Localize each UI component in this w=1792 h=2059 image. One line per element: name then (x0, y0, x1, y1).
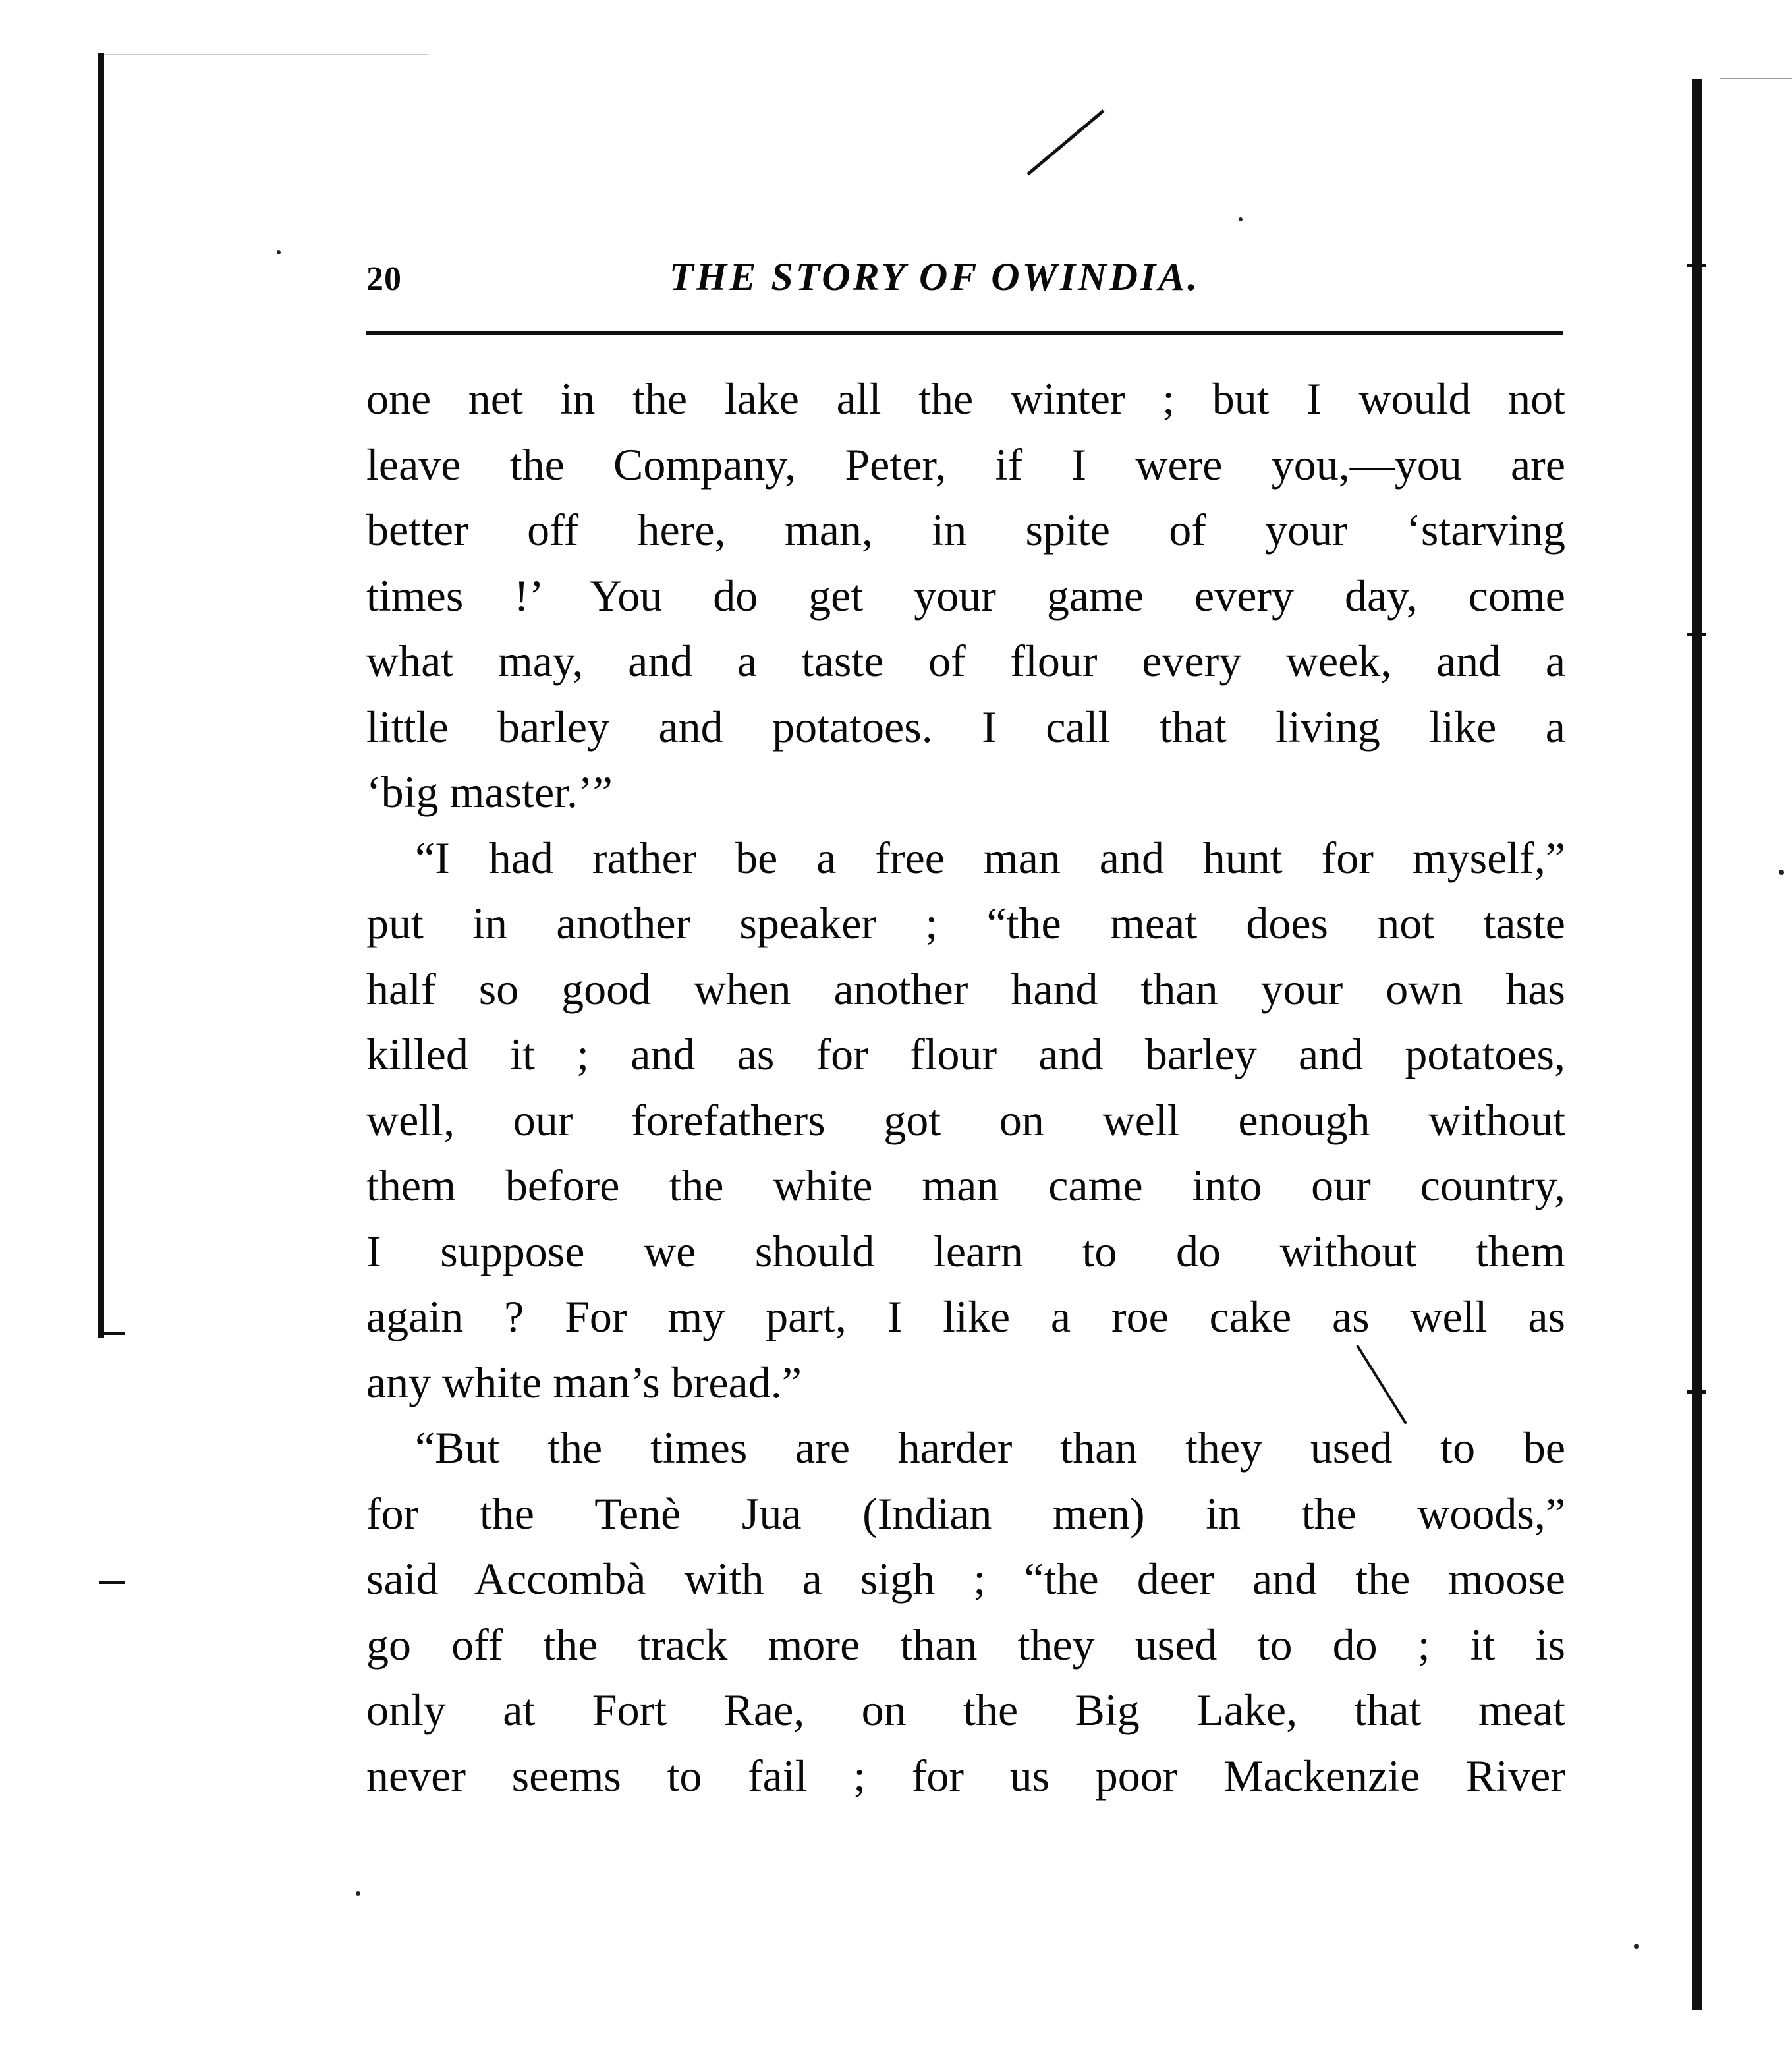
scan-speck (356, 1891, 360, 1896)
scan-speck (277, 250, 281, 254)
text-line: one net in the lake all the winter ; but I would not (366, 374, 1565, 424)
running-title: THE STORY OF OWINDIA. (669, 255, 1200, 298)
text-line: any white man’s bread.” (366, 1357, 802, 1407)
text-line: well, our forefathers got on well enough without (366, 1094, 1565, 1145)
scan-speck (1239, 217, 1243, 221)
text-line: leave the Company, Peter, if I were you,—you are (366, 439, 1565, 490)
text-line: “But the times are harder than they used to be (415, 1423, 1565, 1473)
text-line: I suppose we should learn to do without them (366, 1226, 1565, 1276)
page-number: 20 (366, 260, 402, 298)
right-margin-tick (1687, 633, 1706, 636)
right-margin-bar (1692, 79, 1702, 2010)
pen-mark (1026, 109, 1104, 175)
text-line: them before the white man came into our country, (366, 1160, 1565, 1210)
text-line: better off here, man, in spite of your ‘starving (366, 505, 1565, 555)
scan-edge-line (99, 54, 428, 55)
left-margin-bar (98, 53, 104, 1338)
left-margin-tick (99, 1332, 125, 1335)
text-line: only at Fort Rae, on the Big Lake, that meat (366, 1685, 1565, 1735)
text-line: half so good when another hand than your own has (366, 963, 1565, 1014)
scan-speck (1779, 870, 1784, 875)
text-line: go off the track more than they used to do ; it is (366, 1619, 1565, 1670)
text-line: never seems to fail ; for us poor Mackenzie River (366, 1750, 1565, 1801)
right-margin-tick (1687, 1390, 1706, 1394)
text-line: put in another speaker ; “the meat does not taste (366, 898, 1565, 948)
text-line: what may, and a taste of flour every week, and a (366, 636, 1565, 686)
text-line: ‘big master.’” (366, 767, 613, 817)
text-line: again ? For my part, I like a roe cake as well as (366, 1291, 1565, 1341)
right-margin-tick (1687, 264, 1706, 267)
scan-speck (1634, 1944, 1639, 1949)
text-line: said Accombà with a sigh ; “the deer and the moose (366, 1554, 1565, 1604)
running-header (366, 245, 1565, 304)
header-rule (366, 331, 1563, 335)
scan-edge-line (1720, 78, 1792, 79)
text-line: times !’ You do get your game every day, come (366, 570, 1565, 621)
text-line: “I had rather be a free man and hunt for myself,” (415, 832, 1565, 883)
text-line: killed it ; and as for flour and barley and potatoes, (366, 1029, 1565, 1079)
left-margin-tick (99, 1581, 125, 1584)
text-line: for the Tenè Jua (Indian men) in the woods,” (366, 1488, 1565, 1538)
body-text (366, 366, 1565, 1809)
text-line: little barley and potatoes. I call that living like a (366, 701, 1565, 752)
